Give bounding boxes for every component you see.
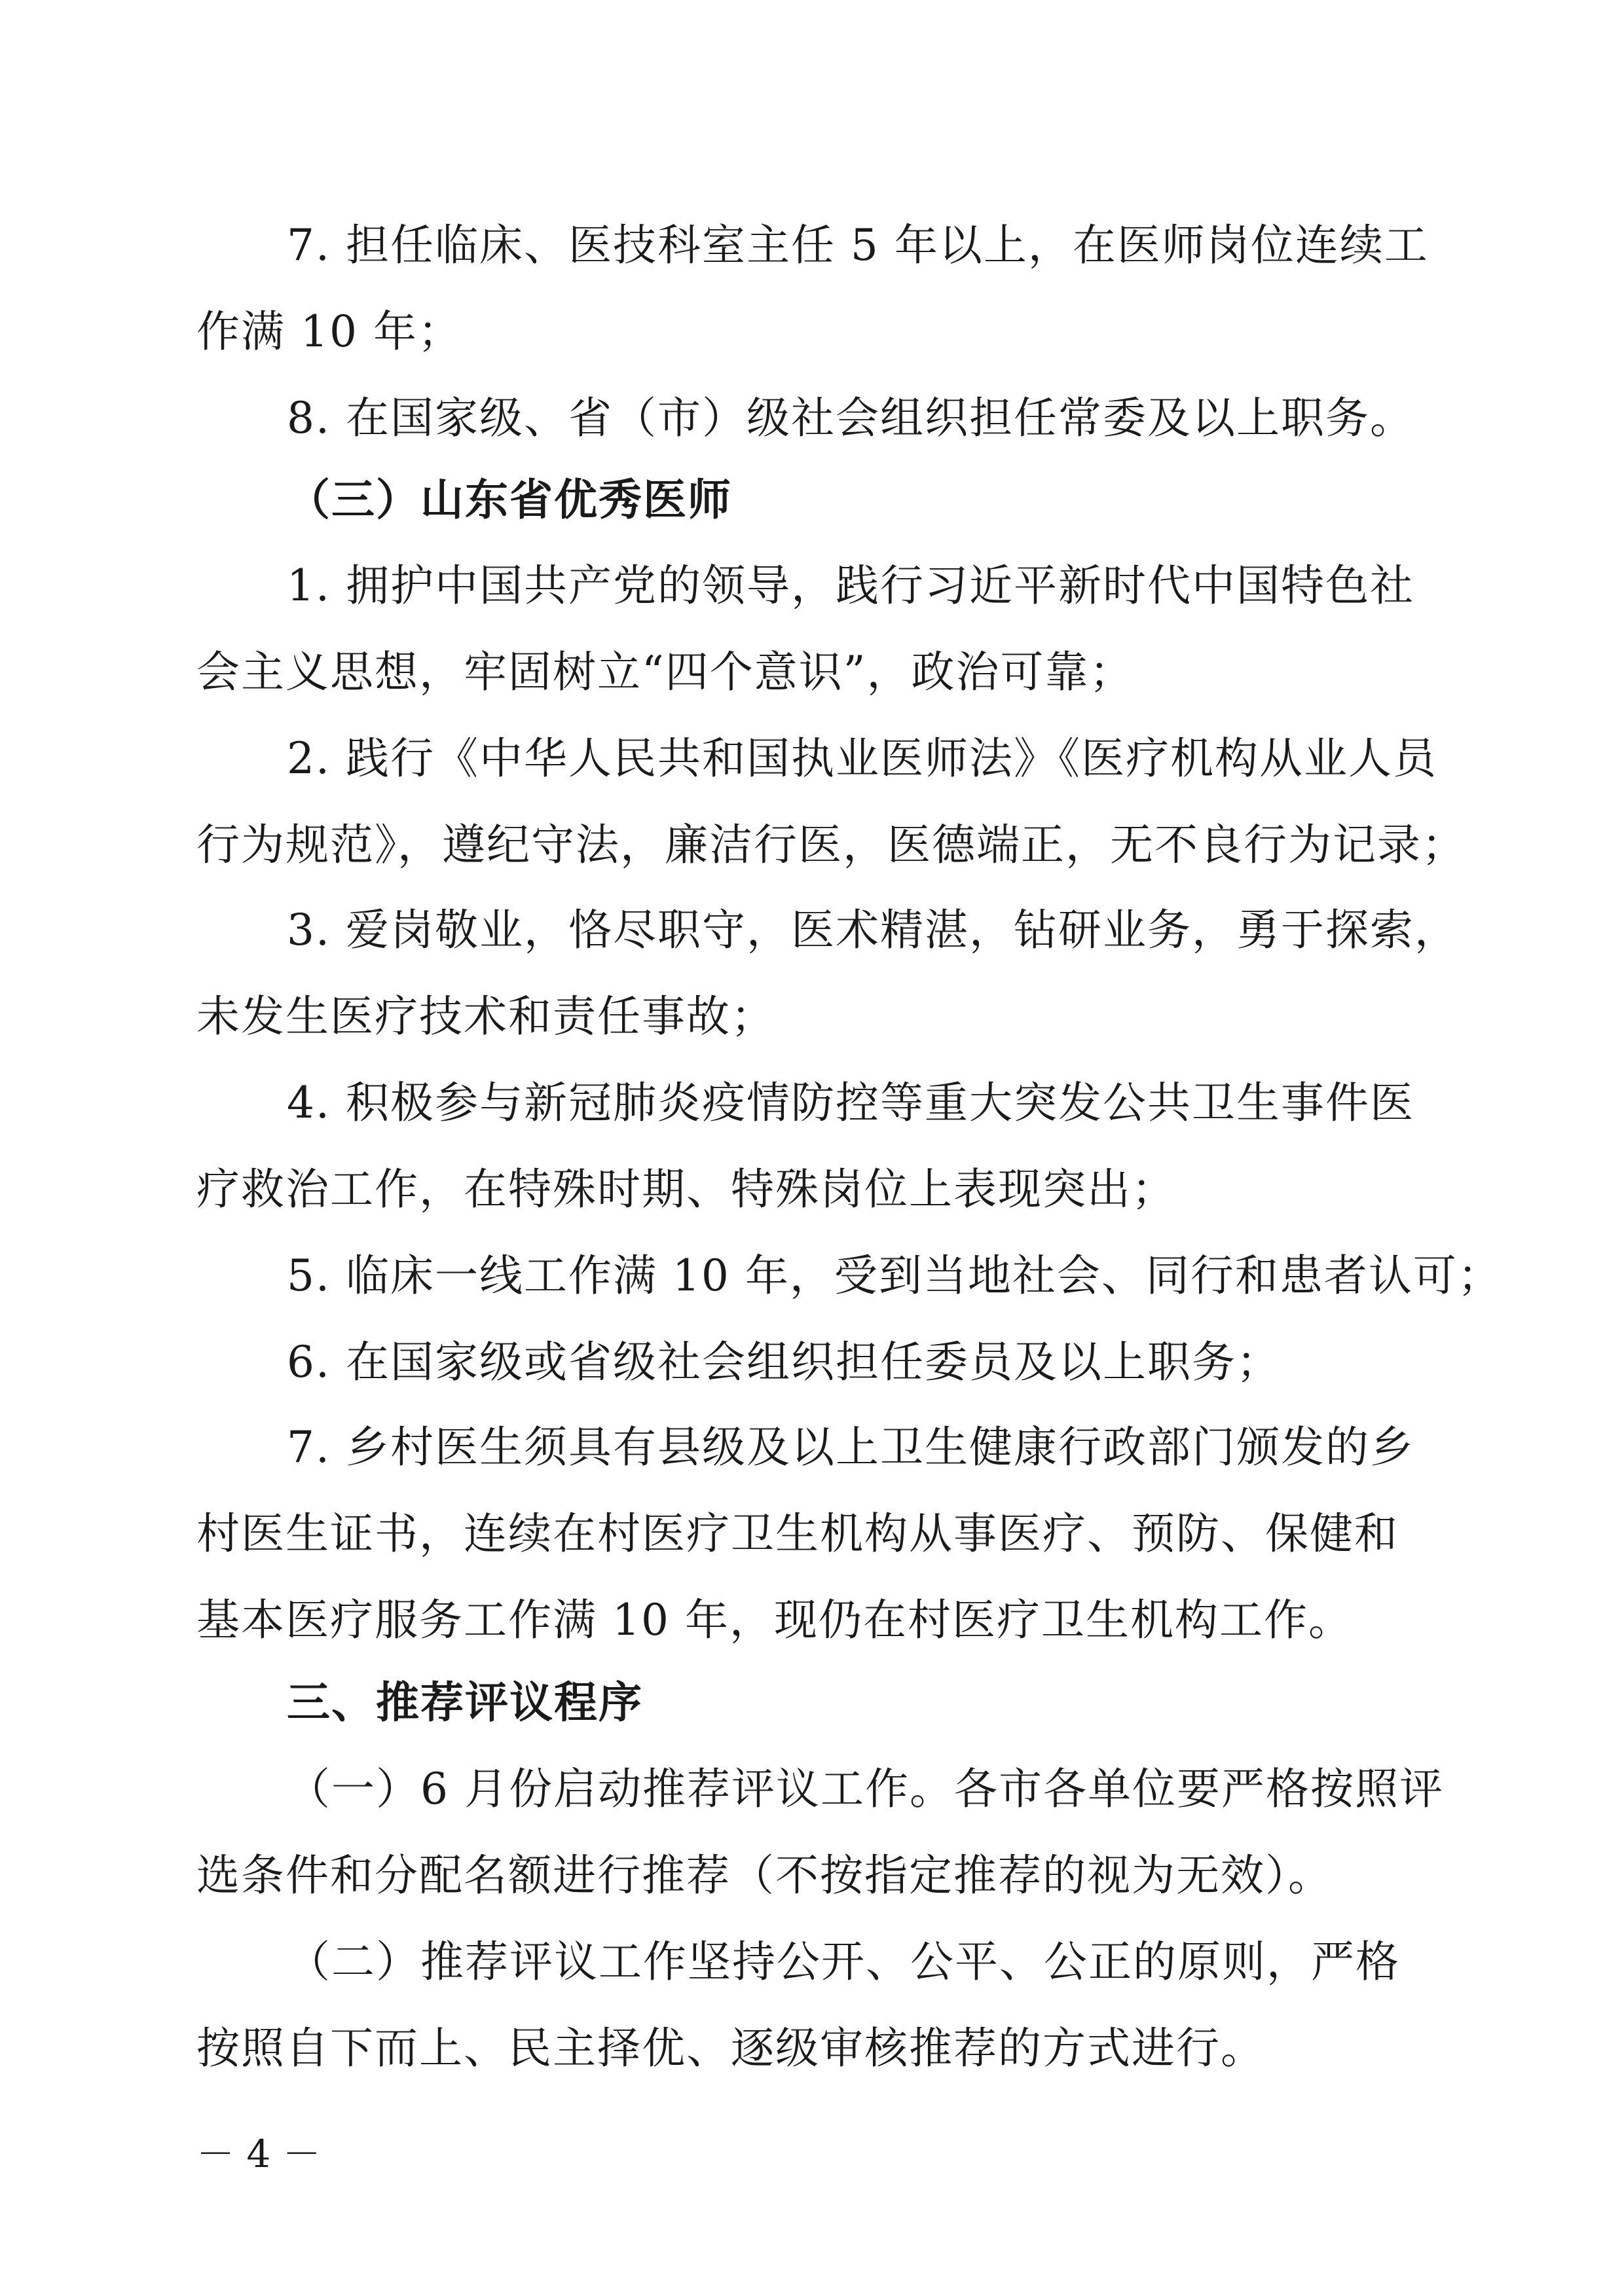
item-7b-line-1: 7. 乡村医生须具有县级及以上卫生健康行政部门颁发的乡 [287, 1422, 1414, 1472]
item-5: 5. 临床一线工作满 10 年，受到当地社会、同行和患者认可； [287, 1250, 1502, 1301]
item-3-line-1: 3. 爱岗敬业，恪尽职守，医术精湛，钻研业务，勇于探索， [287, 905, 1459, 955]
item-3-line-2: 未发生医疗技术和责任事故； [196, 991, 775, 1042]
section-heading-excellent-physician: （三）山东省优秀医师 [287, 474, 732, 525]
item-1-line-1: 1. 拥护中国共产党的领导，践行习近平新时代中国特色社 [287, 560, 1414, 611]
item-4-line-2: 疗救治工作，在特殊时期、特殊岗位上表现突出； [196, 1164, 1176, 1214]
item-8: 8. 在国家级、省（市）级社会组织担任常委及以上职务。 [287, 393, 1414, 443]
procedure-2-line-1: （二）推荐评议工作坚持公开、公平、公正的原则，严格 [287, 1937, 1400, 1987]
item-7-line-1: 7. 担任临床、医技科室主任 5 年以上，在医师岗位连续工 [287, 220, 1429, 270]
section-heading-procedure: 三、推荐评议程序 [287, 1677, 643, 1728]
item-7-line-2: 作满 10 年； [196, 306, 462, 357]
item-6: 6. 在国家级或省级社会组织担任委员及以上职务； [287, 1337, 1281, 1387]
item-7b-line-3: 基本医疗服务工作满 10 年，现仍在村医疗卫生机构工作。 [196, 1595, 1353, 1645]
item-2-line-2: 行为规范》，遵纪守法，廉洁行医，医德端正，无不良行为记录； [196, 820, 1466, 870]
procedure-2-line-2: 按照自下而上、民主择优、逐级审核推荐的方式进行。 [196, 2023, 1265, 2073]
item-2-line-1: 2. 践行《中华人民共和国执业医师法》《医疗机构从业人员 [287, 733, 1437, 784]
item-1-line-2: 会主义思想，牢固树立“四个意识”，政治可靠； [196, 647, 1134, 697]
item-4-line-1: 4. 积极参与新冠肺炎疫情防控等重大突发公共卫生事件医 [287, 1078, 1414, 1128]
page-number: － 4 － [196, 2132, 321, 2176]
item-7b-line-2: 村医生证书，连续在村医疗卫生机构从事医疗、预防、保健和 [196, 1508, 1399, 1559]
procedure-1-line-1: （一）6 月份启动推荐评议工作。各市各单位要严格按照评 [287, 1764, 1444, 1814]
procedure-1-line-2: 选条件和分配名额进行推荐（不按指定推荐的视为无效）。 [196, 1850, 1333, 1901]
